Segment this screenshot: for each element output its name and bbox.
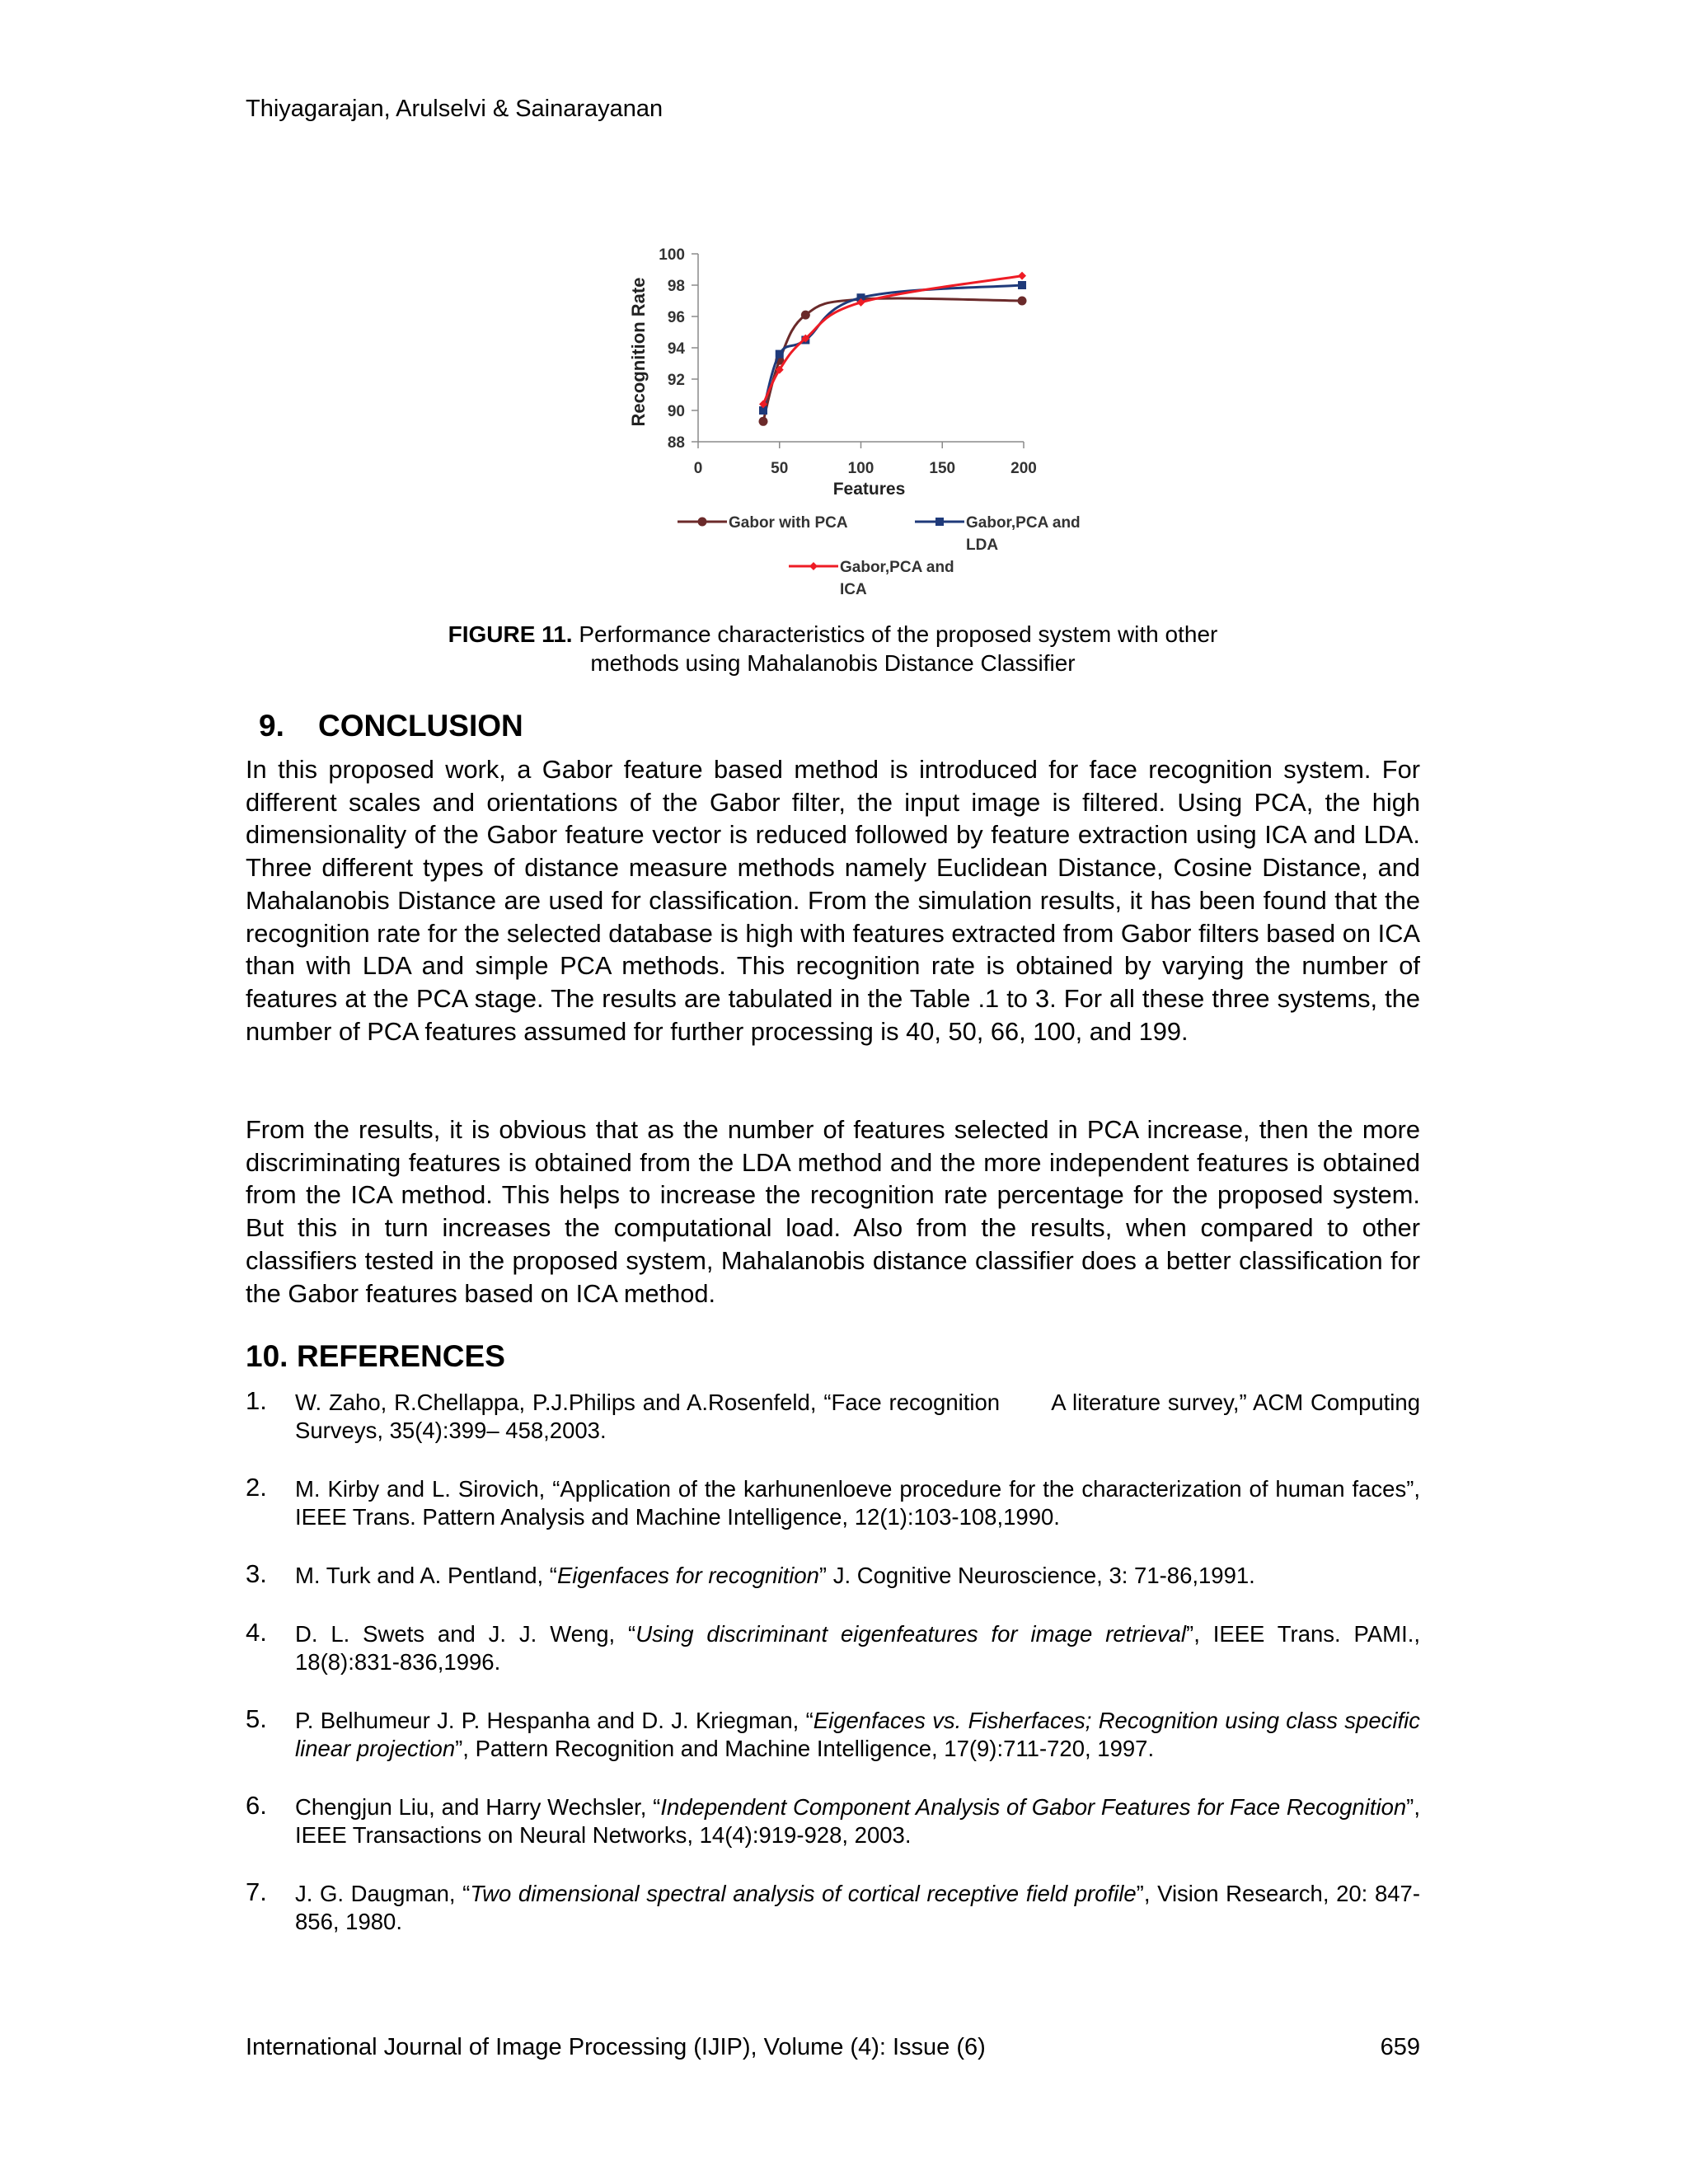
figure-11: [602, 235, 1162, 614]
reference-number: 6.: [246, 1791, 267, 1820]
reference-text-end: ”, IEEE Trans. PAMI., 18(8):831-836,1996.: [295, 1621, 1421, 1675]
reference-title: Using discriminant eigenfeatures for image retrieval: [635, 1621, 1187, 1647]
reference-item: [246, 1559, 1420, 1590]
series-line-2: [763, 285, 1022, 410]
reference-text: D. L. Swets and J. J. Weng, “: [295, 1621, 636, 1647]
legend-marker-1: [698, 518, 707, 527]
reference-number: 2.: [246, 1473, 267, 1502]
legend-entry: Gabor with PCA: [729, 514, 848, 532]
reference-item: [246, 1877, 1420, 1936]
x-tick-label: 100: [847, 460, 874, 477]
y-tick-label: 98: [667, 278, 685, 295]
reference-item: [246, 1620, 1420, 1676]
conclusion-title: CONCLUSION: [318, 709, 523, 743]
reference-list: [246, 1386, 1421, 1966]
y-tick-label: 94: [667, 340, 685, 358]
legend-marker-3: [809, 562, 818, 570]
data-point-series-1: [801, 311, 810, 320]
reference-number: 1.: [246, 1386, 267, 1415]
y-tick-label: 88: [667, 434, 685, 452]
data-point-series-1: [1018, 297, 1027, 306]
reference-text: Chengjun Liu, and Harry Wechsler, “: [295, 1794, 661, 1820]
legend-entry: Gabor,PCA and: [840, 559, 954, 576]
conclusion-paragraph-2: From the results, it is obvious that as the number of features selected in PCA increase, then the more discriminating features is obtained from the LDA method and the more independent features is obtained from the ICA method. This helps to increase the recognition rate percentage for the proposed system. But this in turn increases the computational load. Also from the results, when compared to other classifiers tested in the proposed system, Mahalanobis distance classifier does a better classification for the Gabor features based on ICA method.: [246, 1115, 1420, 1308]
legend-marker-2: [935, 518, 944, 526]
figure-caption: [246, 620, 1420, 677]
data-point-series-1: [759, 417, 768, 426]
reference-text: J. G. Daugman, “: [295, 1881, 471, 1906]
references-title: REFERENCES: [297, 1339, 505, 1373]
reference-text: P. Belhumeur J. P. Hespanha and D. J. Kriegman, “: [295, 1708, 814, 1733]
reference-text-end: ”, IEEE Transactions on Neural Networks, 14(4):919-928, 2003.: [295, 1794, 1420, 1848]
reference-title: Two dimensional spectral analysis of cortical receptive field profile: [470, 1881, 1137, 1906]
reference-item: [246, 1704, 1420, 1763]
x-tick-label: 0: [693, 460, 703, 477]
data-point-series-3: [1018, 272, 1026, 280]
y-tick-label: 92: [667, 372, 685, 389]
references-number: 10.: [246, 1339, 288, 1373]
references-heading: [246, 1339, 505, 1374]
reference-title: Eigenfaces for recognition: [556, 1563, 819, 1588]
x-tick-label: 150: [929, 460, 956, 477]
caption-label: FIGURE 11.: [448, 621, 573, 647]
reference-item: [246, 1475, 1420, 1531]
conclusion-heading: [246, 709, 523, 743]
caption-line2: methods using Mahalanobis Distance Classifier: [590, 650, 1076, 676]
reference-title: Independent Component Analysis of Gabor Features for Face Recognition: [660, 1794, 1407, 1820]
reference-item: [246, 1793, 1420, 1849]
data-point-series-2: [1018, 281, 1026, 289]
conclusion-number: 9.: [259, 709, 284, 743]
reference-text: M. Kirby and L. Sirovich, “Application of the karhunenloeve procedure for the characterization of human faces”, IEEE Trans. Pattern Analysis and Machine Intelligence, 12(1):103-108,1990.: [295, 1476, 1420, 1530]
y-axis-label: Recognition Rate: [628, 277, 649, 427]
y-tick-label: 100: [659, 246, 685, 264]
series-line-3: [763, 276, 1022, 405]
reference-item: [246, 1386, 1420, 1445]
reference-text-end: ”, Vision Research, 20: 847-856, 1980.: [295, 1881, 1420, 1934]
data-point-series-2: [776, 350, 784, 359]
reference-text-end: ”, Pattern Recognition and Machine Intelligence, 17(9):711-720, 1997.: [455, 1736, 1155, 1761]
x-tick-label: 50: [771, 460, 789, 477]
reference-title: Eigenfaces vs. Fisherfaces; Recognition using class specific linear projection: [295, 1708, 1420, 1761]
reference-text: M. Turk and A. Pentland, “: [295, 1563, 557, 1588]
x-tick-label: 200: [1010, 460, 1037, 477]
x-axis-label: Features: [832, 480, 906, 499]
reference-number: 4.: [246, 1618, 267, 1647]
running-header: Thiyagarajan, Arulselvi & Sainarayanan: [246, 96, 663, 122]
reference-text-end: ” J. Cognitive Neuroscience, 3: 71-86,1991.: [818, 1563, 1255, 1588]
journal-info: International Journal of Image Processing (IJIP), Volume (4): Issue (6): [246, 2034, 986, 2060]
y-tick-label: 96: [667, 309, 685, 326]
legend-entry: Gabor,PCA and: [966, 514, 1081, 532]
conclusion-paragraph-1: In this proposed work, a Gabor feature based method is introduced for face recognition system. For different scales and orientations of the Gabor filter, the input image is filtered. Using PCA, the high dimensionality of the Gabor feature vector is reduced followed by feature extraction using ICA and LDA. Three different types of distance measure methods namely Euclidean Distance, Cosine Distance, and Mahalanobis Distance are used for classification. From the simulation results, it has been found that the recognition rate for the selected database is high with features extracted from Gabor filters based on ICA than with LDA and simple PCA methods. This recognition rate is obtained by varying the number of features at the PCA stage. The results are tabulated in the Table .1 to 3. For all these three systems, the number of PCA features assumed for further processing is 40, 50, 66, 100, and 199.: [246, 755, 1420, 1046]
legend-entry: ICA: [840, 581, 867, 598]
reference-text: W. Zaho, R.Chellappa, P.J.Philips and A.Rosenfeld, “Face recognition A literature survey,” ACM Computing Surveys, 35(4):399– 458,2003.: [295, 1390, 1420, 1443]
reference-number: 3.: [246, 1559, 267, 1588]
caption-line1: Performance characteristics of the proposed system with other: [579, 621, 1218, 647]
page-footer: [246, 2034, 1420, 2061]
y-tick-label: 90: [667, 403, 685, 420]
page-number: 659: [1380, 2034, 1420, 2060]
legend-entry: LDA: [966, 537, 999, 554]
reference-number: 7.: [246, 1877, 267, 1906]
recognition-rate-chart: [602, 235, 1162, 614]
reference-number: 5.: [246, 1704, 267, 1733]
